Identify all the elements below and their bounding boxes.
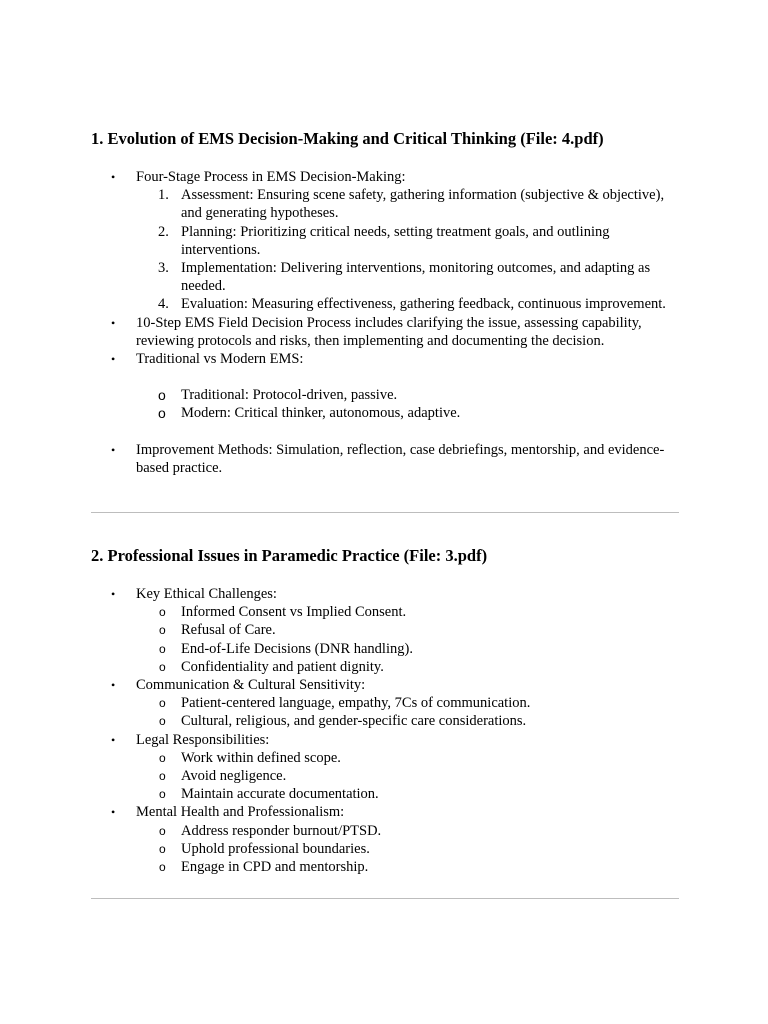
sub-bullet-list (136, 694, 679, 730)
list-item (91, 803, 679, 876)
numbered-item (136, 186, 679, 222)
bullet-icon: • (111, 170, 116, 184)
sub-list-item-text: Work within defined scope. (181, 749, 341, 766)
hollow-bullet-icon: o (159, 696, 166, 711)
bullet-icon: • (111, 678, 116, 693)
sub-list-item-text: Engage in CPD and mentorship. (181, 859, 369, 876)
sub-list-item-text: Uphold professional boundaries. (181, 840, 370, 857)
bullet-icon: • (111, 352, 116, 367)
sub-list-item-text: Address responder burnout/PTSD. (181, 822, 382, 839)
sub-list-item-text: Modern: Critical thinker, autonomous, adaptive. (181, 405, 461, 422)
bullet-icon: • (111, 732, 116, 747)
hollow-bullet-icon: o (159, 659, 166, 674)
hollow-bullet-icon: o (159, 841, 166, 856)
sub-list-item (136, 640, 679, 658)
sub-list-item (136, 749, 679, 767)
sub-list-item-text: Avoid negligence. (181, 768, 287, 785)
hollow-bullet-icon: o (159, 714, 166, 729)
list-item-text: Mental Health and Professionalism: (136, 804, 345, 821)
numbered-item (136, 259, 679, 295)
list-item (91, 585, 679, 676)
numbered-item-text: Implementation: Delivering interventions, monitoring outcomes, and adapting as needed. (181, 260, 651, 295)
hollow-bullet-icon: o (159, 750, 166, 765)
hollow-bullet-icon: o (159, 823, 166, 838)
list-item-text: Four-Stage Process in EMS Decision-Making: (136, 169, 406, 185)
list-item-text: 10-Step EMS Field Decision Process includes clarifying the issue, assessing capability, reviewing protocols and risks, then implementing and documenting the decision. (136, 314, 642, 349)
sub-list-item (136, 603, 679, 621)
hollow-bullet-icon: o (159, 769, 166, 784)
hollow-bullet-icon: o (159, 860, 166, 875)
numbered-item-text: Planning: Prioritizing critical needs, setting treatment goals, and outlining interventions. (181, 223, 610, 258)
spacer (136, 423, 679, 441)
sub-list-item (136, 621, 679, 639)
hollow-bullet-icon: o (159, 623, 166, 638)
bullet-icon: • (111, 805, 116, 820)
number-label: 4. (158, 296, 169, 313)
section-ems-decision-making (91, 128, 679, 477)
bullet-icon: • (111, 442, 116, 457)
list-item-text: Legal Responsibilities: (136, 731, 270, 748)
bullet-list (91, 585, 679, 876)
list-item (91, 314, 679, 350)
sub-bullet-list (136, 603, 679, 676)
number-label: 1. (158, 187, 169, 204)
sub-list-item-text: Informed Consent vs Implied Consent. (181, 604, 407, 621)
bullet-list (91, 168, 679, 477)
sub-bullet-list (136, 386, 679, 422)
horizontal-rule (91, 898, 679, 899)
sub-bullet-list (136, 749, 679, 804)
sub-list-item (136, 404, 679, 422)
sub-list-item (136, 785, 679, 803)
list-item-text: Key Ethical Challenges: (136, 586, 277, 602)
numbered-item-text: Assessment: Ensuring scene safety, gathering information (subjective & objective), and generating hypotheses. (181, 187, 665, 222)
hollow-bullet-icon: o (159, 641, 166, 656)
sub-list-item-text: Traditional: Protocol-driven, passive. (181, 387, 398, 404)
bullet-icon: • (111, 315, 116, 330)
sub-list-item-text: Maintain accurate documentation. (181, 786, 379, 803)
numbered-item (136, 295, 679, 313)
hollow-bullet-icon: o (159, 605, 166, 620)
list-item (91, 441, 679, 477)
sub-list-item (136, 767, 679, 785)
bullet-icon: • (111, 587, 116, 601)
hollow-bullet-icon: o (158, 405, 166, 422)
sub-list-item (136, 858, 679, 876)
sub-list-item (136, 658, 679, 676)
list-item (91, 676, 679, 731)
sub-list-item-text: Confidentiality and patient dignity. (181, 658, 384, 675)
sub-list-item (136, 822, 679, 840)
sub-list-item (136, 386, 679, 404)
number-label: 2. (158, 223, 169, 240)
sub-list-item-text: End-of-Life Decisions (DNR handling). (181, 640, 413, 657)
sub-bullet-list (136, 822, 679, 877)
list-item (91, 168, 679, 314)
hollow-bullet-icon: o (159, 787, 166, 802)
numbered-item-text: Evaluation: Measuring effectiveness, gathering feedback, continuous improvement. (181, 296, 666, 313)
sub-list-item (136, 712, 679, 730)
spacer (136, 368, 679, 386)
section-title: 1. Evolution of EMS Decision-Making and Critical Thinking (File: 4.pdf) (91, 129, 604, 148)
sub-list-item (136, 694, 679, 712)
list-item (91, 731, 679, 804)
numbered-item (136, 223, 679, 259)
sub-list-item-text: Cultural, religious, and gender-specific care considerations. (181, 713, 527, 730)
section-professional-issues (91, 545, 679, 876)
number-label: 3. (158, 260, 169, 277)
numbered-list (136, 186, 679, 313)
list-item-text: Traditional vs Modern EMS: (136, 351, 304, 368)
list-item-text: Communication & Cultural Sensitivity: (136, 677, 366, 694)
list-item-text: Improvement Methods: Simulation, reflection, case debriefings, mentorship, and evidence-based practice. (136, 441, 665, 476)
sub-list-item-text: Patient-centered language, empathy, 7Cs of communication. (181, 695, 531, 712)
sub-list-item-text: Refusal of Care. (181, 622, 276, 639)
hollow-bullet-icon: o (158, 387, 166, 404)
list-item (91, 350, 679, 441)
section-title: 2. Professional Issues in Paramedic Practice (File: 3.pdf) (91, 546, 488, 565)
sub-list-item (136, 840, 679, 858)
horizontal-rule (91, 512, 679, 513)
